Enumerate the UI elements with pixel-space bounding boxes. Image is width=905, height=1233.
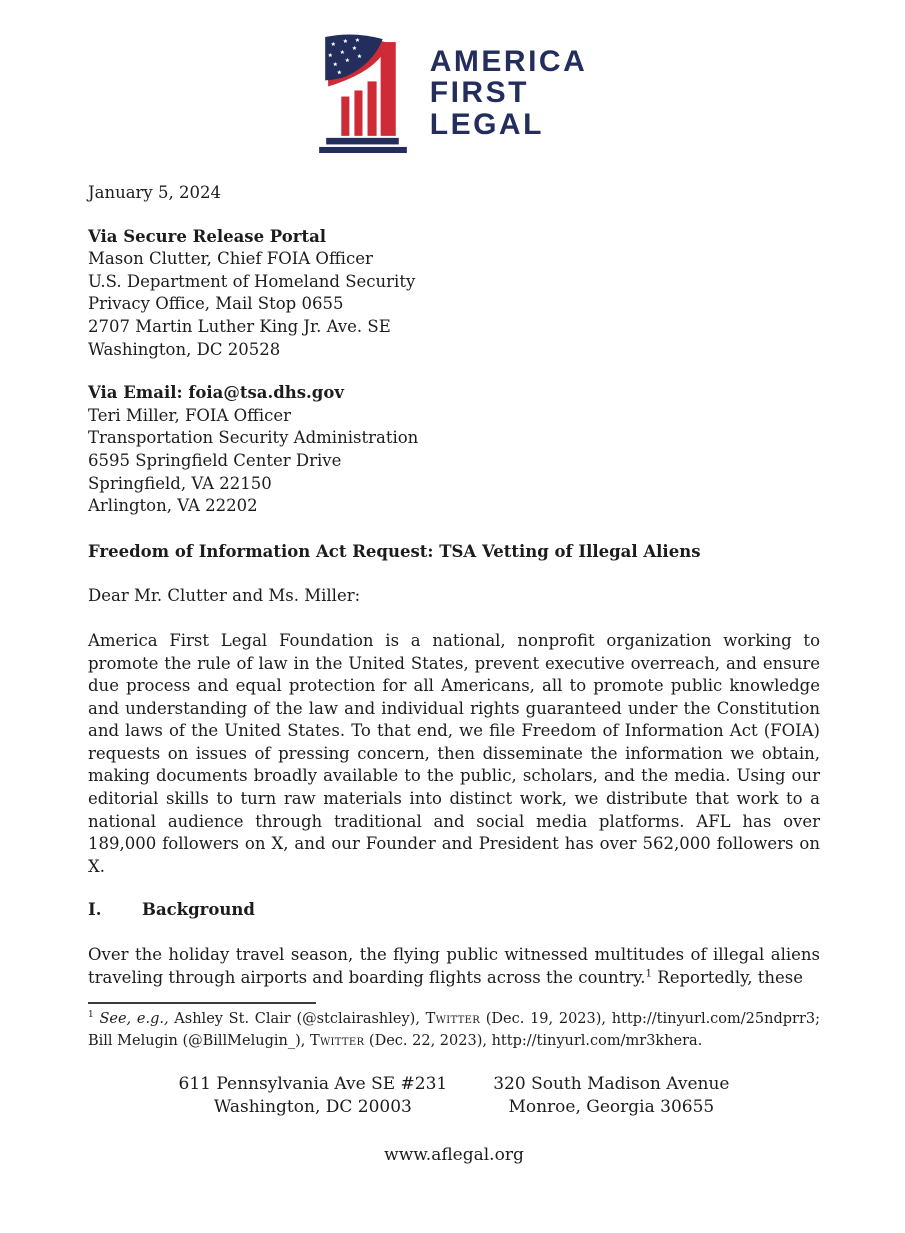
text-line: 2707 Martin Luther King Jr. Ave. SE [88,316,391,336]
text-segment: 1 [88,1010,94,1021]
delivery-method-heading: Via Secure Release Portal [88,226,327,246]
section-heading-background [88,899,820,922]
text-segment: Reportedly, these [652,967,803,987]
text-segment: (Dec. 22, 2023), http://tinyurl.com/mr3khera. [364,1032,703,1049]
text-segment: 1 [645,968,653,980]
text-segment: See, e.g., [99,1011,169,1028]
footer-addresses [88,1073,820,1118]
text-line: Privacy Office, Mail Stop 0655 [88,294,344,314]
section-numeral: I. [88,900,102,920]
recipient-address [88,248,820,361]
text-segment: Twitter [425,1011,481,1028]
salutation: Dear Mr. Clutter and Ms. Miller: [88,586,361,606]
brand-line: FIRST [429,76,529,110]
subject-line: Freedom of Information Act Request: TSA Vetting of Illegal Aliens [88,541,701,561]
section-title: Background [142,900,255,920]
footnote-separator [88,1002,316,1004]
text-segment: Over the holiday travel season, the flying public witnessed multitudes of illegal aliens traveling through airports and boarding flights across the country. [88,945,820,987]
letter-page [0,33,905,1233]
text-line: 611 Pennsylvania Ave SE #231 [178,1074,448,1095]
text-segment: (Dec. 19, 2023), http://tinyurl.com/25ndprr3; Bill Melugin (@BillMelugin_), [88,1011,820,1049]
text-line: Arlington, VA 22202 [88,496,258,516]
footnote-1 [88,1009,820,1052]
text-line: U.S. Department of Homeland Security [88,271,416,291]
page-footer [88,1073,820,1167]
footer-address-ga [493,1073,729,1118]
text-line: Monroe, Georgia 30655 [508,1096,715,1117]
afl-column-flag-logo-icon [318,33,410,153]
text-line: Teri Miller, FOIA Officer [88,405,292,425]
recipient-address [88,405,820,518]
text-segment: Ashley St. Clair (@stclairashley), [168,1011,426,1028]
text-line: Washington, DC 20003 [213,1096,412,1117]
intro-paragraph: America First Legal Foundation is a national, nonprofit organization working to promote the rule of law in the United States, prevent executive overreach, and ensure due process and equal protection for all Americans, all to promote public knowledge and understanding of the law and individual rights guaranteed under the Constitution and laws of the United States. To that end, we file Freedom of Information Act (FOIA) requests on issues of pressing concern, then disseminate the information we obtain, making documents broadly available to the public, scholars, and the media. Using our editorial skills to turn raw materials into distinct work, we distribute that work to a national audience through traditional and social media platforms. AFL has over 189,000 followers on X, and our Founder and President has over 562,000 followers on X. [88,630,820,876]
text-line: Transportation Security Administration [88,428,419,448]
brand-line: LEGAL [429,107,544,141]
text-line: 6595 Springfield Center Drive [88,450,342,470]
letterhead [0,33,905,153]
footer-website: www.aflegal.org [384,1145,524,1166]
letter-date: January 5, 2024 [88,183,221,202]
brand-wordmark [430,46,588,141]
footnote-section [88,1002,820,1052]
background-paragraph [88,944,820,989]
text-line: 320 South Madison Avenue [493,1074,730,1095]
letter-body [0,182,905,1167]
text-line: Mason Clutter, Chief FOIA Officer [88,249,373,269]
text-segment: Twitter [309,1032,365,1049]
text-line: Washington, DC 20528 [88,339,281,359]
delivery-method-heading: Via Email: foia@tsa.dhs.gov [88,383,344,403]
recipient-block-dhs [88,226,820,362]
footer-address-dc [179,1073,448,1118]
recipient-block-tsa [88,382,820,518]
text-line: Springfield, VA 22150 [88,473,272,493]
brand-line: AMERICA [429,44,588,78]
